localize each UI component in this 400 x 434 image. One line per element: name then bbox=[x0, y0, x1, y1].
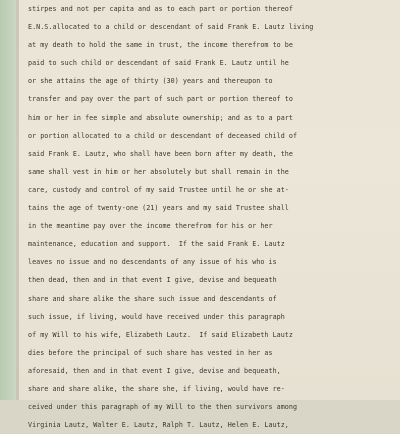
text-line: stirpes and not per capita and as to each part or portion thereof bbox=[28, 5, 293, 13]
text-line: or portion allocated to a child or descendant of deceased child of bbox=[28, 131, 298, 140]
text-line: leaves no issue and no descendants of any issue of his who is bbox=[28, 258, 277, 267]
typewritten-text-block bbox=[28, 0, 394, 434]
text-line: then dead, then and in that event I give, devise and bequeath bbox=[28, 276, 277, 285]
text-line: such issue, if living, would have received under this paragraph bbox=[28, 312, 285, 321]
text-line: maintenance, education and support. If the said Frank E. Lautz bbox=[28, 240, 285, 249]
text-line: tains the age of twenty-one (21) years and my said Trustee shall bbox=[28, 204, 289, 213]
text-line: ceived under this paragraph of my Will to the then survivors among bbox=[28, 403, 298, 412]
text-line: same shall vest in him or her absolutely but shall remain in the bbox=[28, 167, 289, 176]
text-line: E.N.S.allocated to a child or descendant of said Frank E. Lautz living bbox=[28, 23, 314, 32]
text-line: at my death to hold the same in trust, the income therefrom to be bbox=[28, 41, 293, 50]
text-line: him or her in fee simple and absolute ownership; and as to a part bbox=[28, 113, 293, 122]
text-line: care, custody and control of my said Trustee until he or she at- bbox=[28, 185, 289, 194]
text-line: or she attains the age of thirty (30) years and thereupon to bbox=[28, 77, 273, 86]
text-line: share and share alike, the share she, if living, would have re- bbox=[28, 384, 285, 393]
text-line: of my Will to his wife, Elizabeth Lautz. If said Elizabeth Lautz bbox=[28, 330, 293, 339]
text-line: paid to such child or descendant of said Frank E. Lautz until he bbox=[28, 59, 289, 68]
text-line: in the meantime pay over the income therefrom for his or her bbox=[28, 222, 273, 231]
paper-fold-shadow bbox=[16, 0, 19, 400]
text-line: said Frank E. Lautz, who shall have been born after my death, the bbox=[28, 149, 293, 158]
text-line: dies before the principal of such share has vested in her as bbox=[28, 348, 273, 357]
text-line: aforesaid, then and in that event I give, devise and bequeath, bbox=[28, 366, 281, 375]
text-line: Virginia Lautz, Walter E. Lautz, Ralph T. Lautz, Helen E. Lautz, bbox=[28, 421, 289, 430]
text-line: transfer and pay over the part of such part or portion thereof to bbox=[28, 95, 293, 104]
green-paper-edge bbox=[0, 0, 16, 400]
text-line: share and share alike the share such issue and descendants of bbox=[28, 294, 277, 303]
